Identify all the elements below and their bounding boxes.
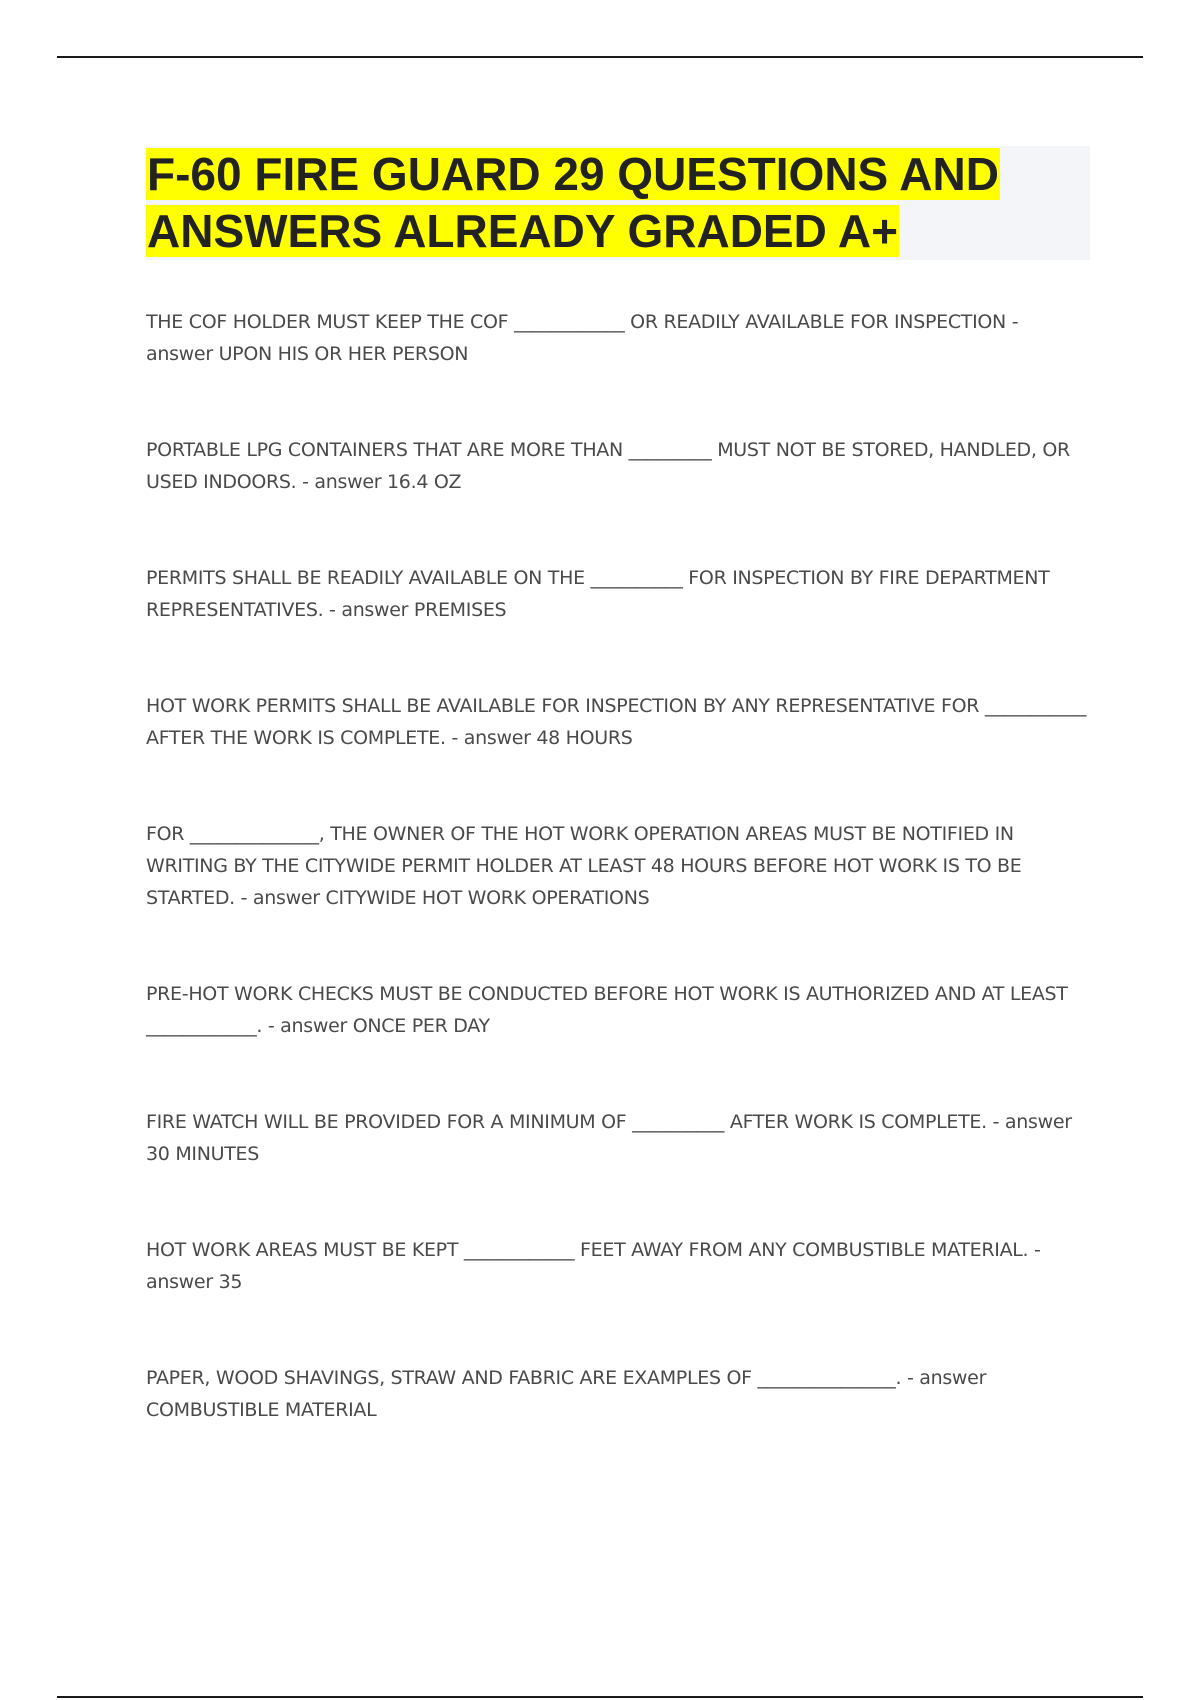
- question-item-3: PERMITS SHALL BE READILY AVAILABLE ON THE __________ FOR INSPECTION BY FIRE DEPARTMENT REPRESENTATIVES. - answer PREMISES: [146, 567, 1050, 621]
- question-item-5: FOR ______________, THE OWNER OF THE HOT WORK OPERATION AREAS MUST BE NOTIFIED IN WRITING BY THE CITYWIDE PERMIT HOLDER AT LEAST 48 HOURS BEFORE HOT WORK IS TO BE STARTED. - answer CITYWIDE HOT WORK OPERATIONS: [146, 823, 1022, 909]
- question-item-7: FIRE WATCH WILL BE PROVIDED FOR A MINIMUM OF __________ AFTER WORK IS COMPLETE. - answer 30 MINUTES: [146, 1111, 1072, 1165]
- bottom-rule: [57, 1696, 1143, 1698]
- question-item-1: THE COF HOLDER MUST KEEP THE COF ____________ OR READILY AVAILABLE FOR INSPECTION - answer UPON HIS OR HER PERSON: [146, 311, 1019, 365]
- question-item-4: HOT WORK PERMITS SHALL BE AVAILABLE FOR INSPECTION BY ANY REPRESENTATIVE FOR ___________ AFTER THE WORK IS COMPLETE. - answer 48 HOURS: [146, 695, 1087, 749]
- question-item-6: PRE-HOT WORK CHECKS MUST BE CONDUCTED BEFORE HOT WORK IS AUTHORIZED AND AT LEAST ____________. - answer ONCE PER DAY: [146, 983, 1068, 1037]
- title-block: [146, 146, 1090, 260]
- question-list: [146, 306, 1090, 1426]
- title-highlight: F-60 FIRE GUARD 29 QUESTIONS AND ANSWERS ALREADY GRADED A+: [147, 148, 999, 257]
- question-item-2: PORTABLE LPG CONTAINERS THAT ARE MORE THAN _________ MUST NOT BE STORED, HANDLED, OR USED INDOORS. - answer 16.4 OZ: [146, 439, 1070, 493]
- question-item-8: HOT WORK AREAS MUST BE KEPT ____________ FEET AWAY FROM ANY COMBUSTIBLE MATERIAL. - answer 35: [146, 1239, 1041, 1293]
- top-rule: [57, 56, 1143, 58]
- document-body: [146, 146, 1090, 1490]
- document-title: [146, 146, 1090, 260]
- question-item-9: PAPER, WOOD SHAVINGS, STRAW AND FABRIC ARE EXAMPLES OF _______________. - answer COMBUSTIBLE MATERIAL: [146, 1367, 987, 1421]
